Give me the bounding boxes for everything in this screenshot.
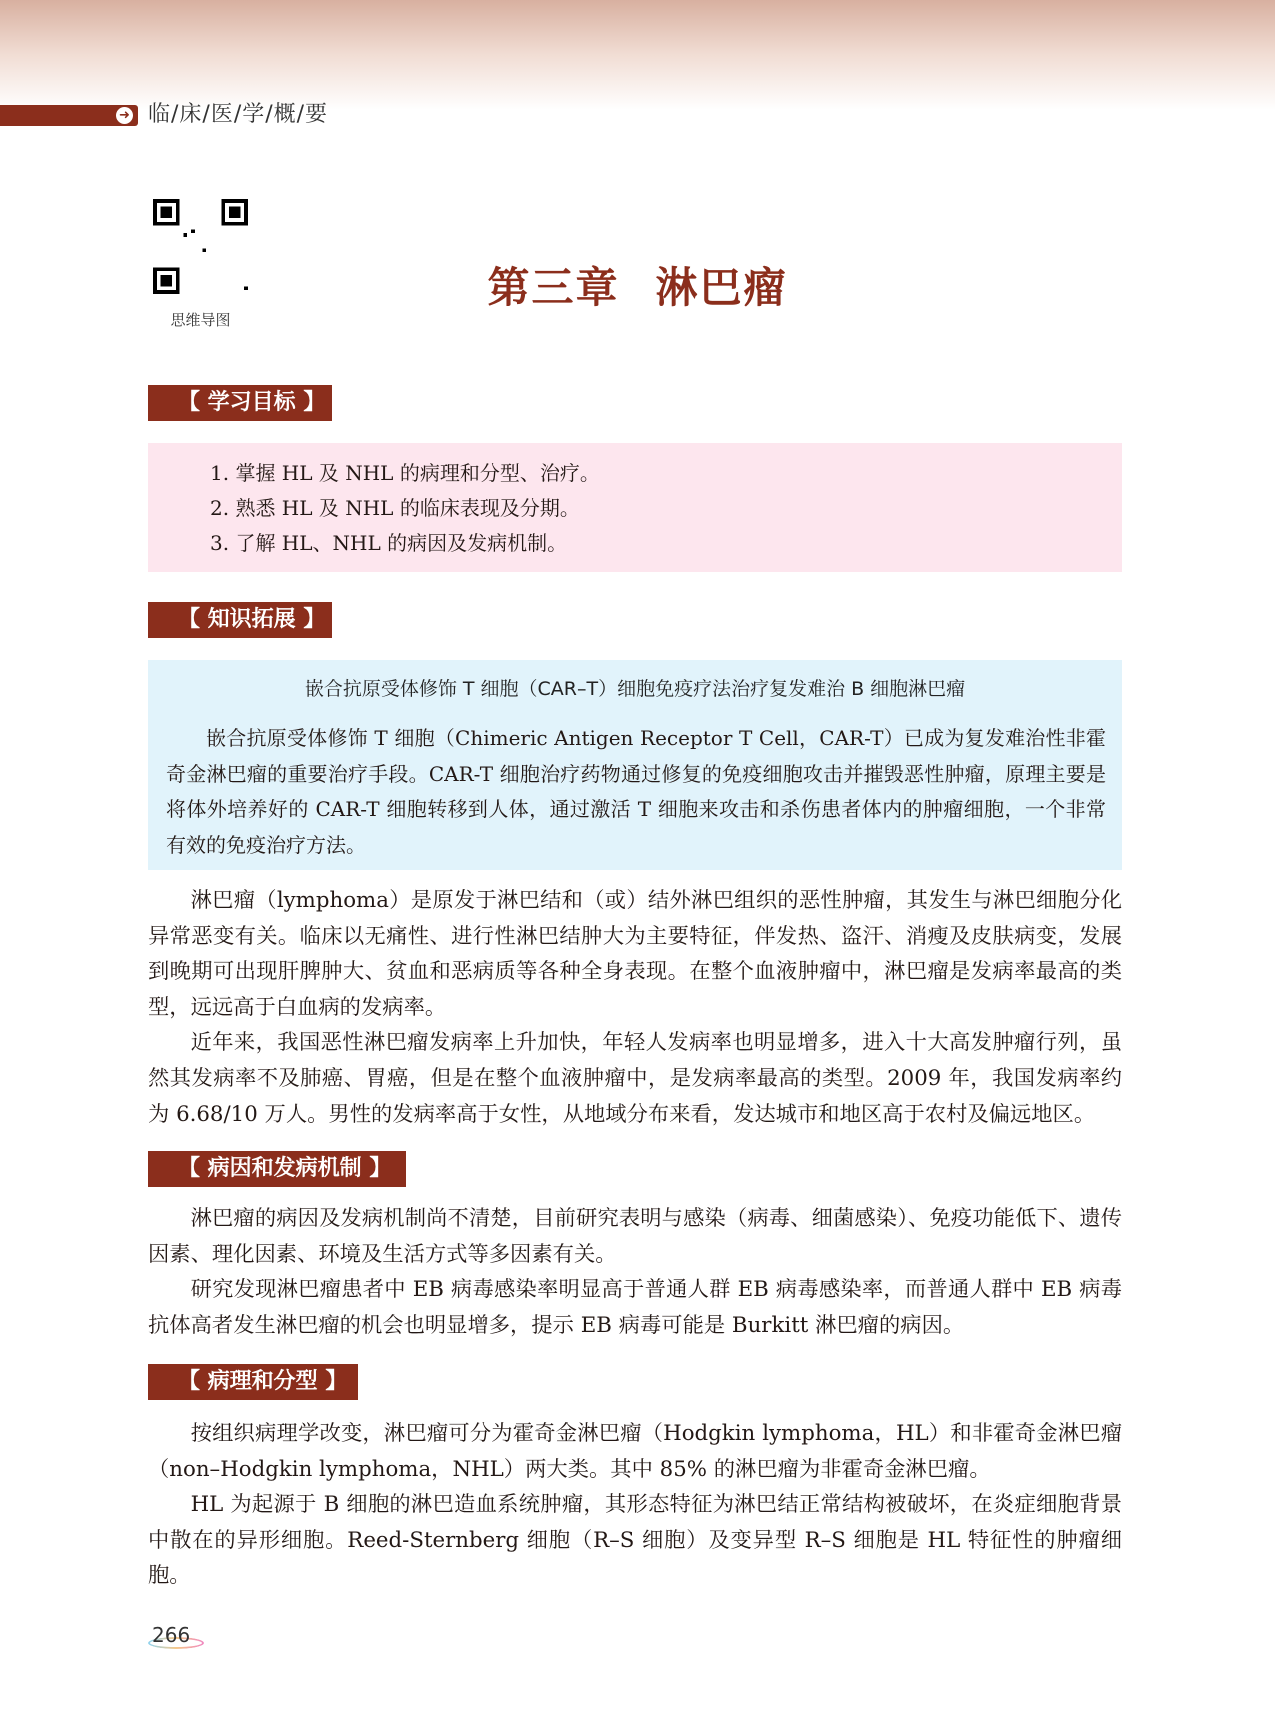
paragraph: HL 为起源于 B 细胞的淋巴造血系统肿瘤，其形态特征为淋巴结正常结构被破坏，在炎症细胞背景中散在的异形细胞。Reed-Sternberg 细胞（R–S 细胞）及变异型 R–S 细胞是 HL 特征性的肿瘤细胞。 [148,1492,1122,1589]
extension-text: 嵌合抗原受体修饰 T 细胞（Chimeric Antigen Receptor T Cell，CAR-T）已成为复发难治性非霍奇金淋巴瘤的重要治疗手段。CAR-T 细胞治疗药物通过修复的免疫细胞攻击并摧毁恶性肿瘤，原理主要是将体外培养好的 CAR-T 细胞转移到人体，通过激活 T 细胞来攻击和杀伤患者体内的肿瘤细胞，一个非常有效的免疫治疗方法。 [166,726,1106,857]
chapter-title [0,260,1275,316]
etiology-section [148,1201,1122,1343]
paragraph: 近年来，我国恶性淋巴瘤发病率上升加快，年轻人发病率也明显增多，进入十大高发肿瘤行列，虽然其发病率不及肺癌、胃癌，但是在整个血液肿瘤中，是发病率最高的类型。2009 年，我国发病率约为 6.68/10 万人。男性的发病率高于女性，从地域分布来看，发达城市和地区高于农村及偏远地区。 [148,1030,1122,1127]
objectives-box [148,443,1122,572]
section-heading-objectives: 【 学习目标 】 [148,385,332,421]
pathology-section [148,1416,1122,1594]
paragraph: 淋巴瘤的病因及发病机制尚不清楚，目前研究表明与感染（病毒、细菌感染）、免疫功能低下、遗传因素、理化因素、环境及生活方式等多因素有关。 [148,1206,1122,1267]
qr-caption: 思维导图 [170,311,231,329]
section-heading-pathology: 【 病理和分型 】 [148,1364,358,1400]
paragraph: 研究发现淋巴瘤患者中 EB 病毒感染率明显高于普通人群 EB 病毒感染率，而普通人群中 EB 病毒抗体高者发生淋巴瘤的机会也明显增多，提示 EB 病毒可能是 Burkitt 淋巴瘤的病因。 [148,1277,1122,1338]
page-number: 266 [152,1623,191,1647]
paragraph: 淋巴瘤（lymphoma）是原发于淋巴结和（或）结外淋巴组织的恶性肿瘤，其发生与淋巴细胞分化异常恶变有关。临床以无痛性、进行性淋巴结肿大为主要特征，伴发热、盗汗、消瘦及皮肤病变，发展到晚期可出现肝脾肿大、贫血和恶病质等各种全身表现。在整个血液肿瘤中，淋巴瘤是发病率最高的类型，远远高于白血病的发病率。 [148,888,1122,1020]
objective-item: 1. 掌握 HL 及 NHL 的病理和分型、治疗。 [210,461,600,485]
objective-item: 3. 了解 HL、NHL 的病因及发病机制。 [210,531,568,555]
chapter-number: 第三章 [487,263,620,312]
paragraph: 按组织病理学改变，淋巴瘤可分为霍奇金淋巴瘤（Hodgkin lymphoma，HL）和非霍奇金淋巴瘤（non–Hodgkin lymphoma，NHL）两大类。其中 85% 的淋巴瘤为非霍奇金淋巴瘤。 [148,1421,1122,1482]
chapter-name: 淋巴瘤 [655,263,788,312]
section-heading-extension: 【 知识拓展 】 [148,602,332,638]
book-title: 临/床/医/学/概/要 [148,102,329,127]
objective-item: 2. 熟悉 HL 及 NHL 的临床表现及分期。 [210,496,580,520]
extension-title: 嵌合抗原受体修饰 T 细胞（CAR–T）细胞免疫疗法治疗复发难治 B 细胞淋巴瘤 [304,678,966,700]
header-background [0,0,1275,110]
section-heading-etiology: 【 病因和发病机制 】 [148,1151,406,1187]
intro-section [148,883,1122,1132]
arrow-right-circle-icon: ➜ [116,107,133,124]
extension-box [148,660,1122,870]
